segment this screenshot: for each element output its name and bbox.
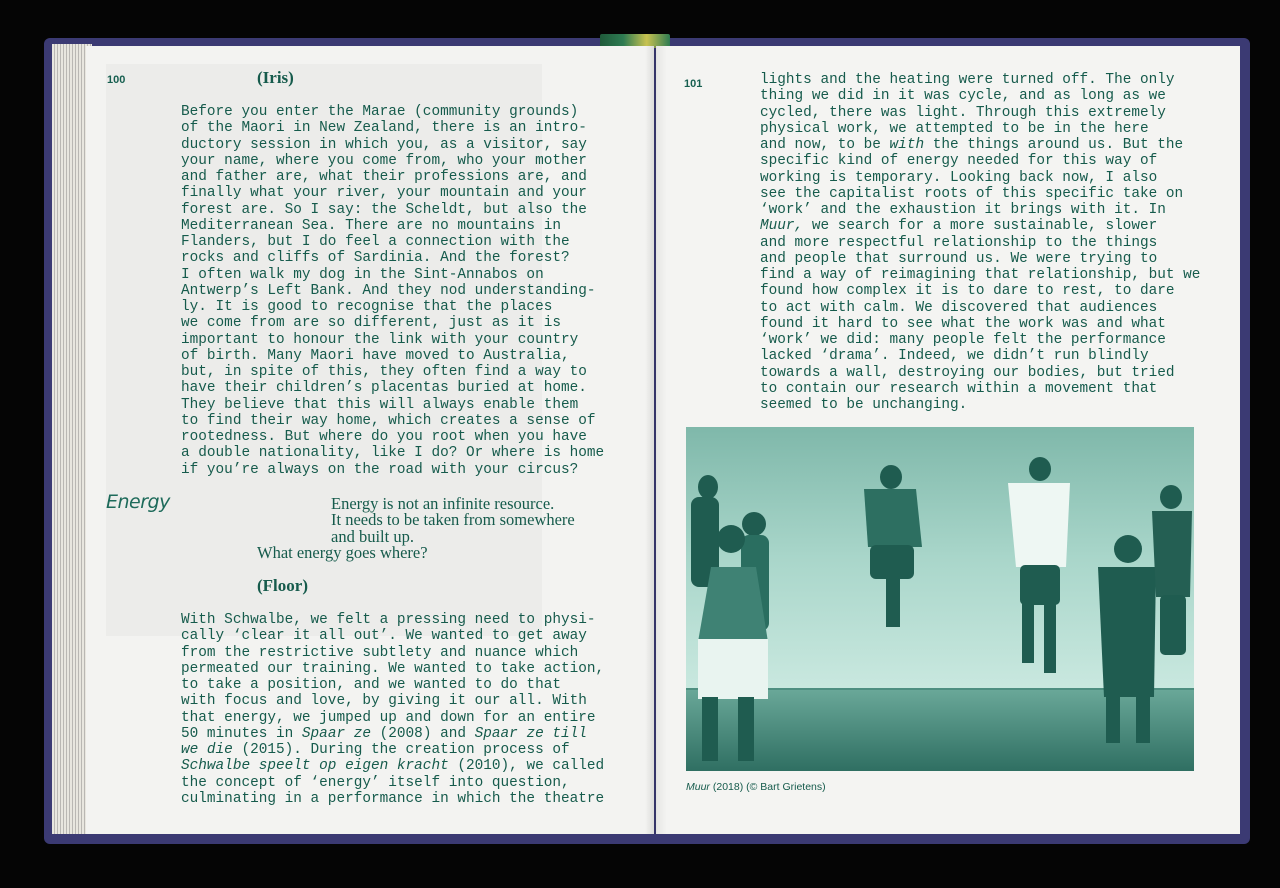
text-line: ‘work’ we did: many people felt the performance	[760, 332, 1166, 348]
right-paragraph	[760, 72, 1200, 413]
text-line: to find their way home, which creates a sense of	[181, 412, 596, 429]
text-line: physical work, we attempted to be in the here	[760, 120, 1149, 137]
text-line: and people that surround us. We were trying to	[760, 250, 1158, 267]
text-line: Flanders, but I do feel a connection with the	[181, 234, 570, 250]
text-line: lacked ‘drama’. Indeed, we didn’t run blindly	[760, 348, 1149, 365]
text-line: working is temporary. Looking back now, I also	[760, 169, 1158, 186]
text-line: Before you enter the Marae (community grounds)	[181, 104, 579, 120]
text-line: and now, to be with the things around us. But the	[760, 137, 1184, 153]
text-line: and father are, what their professions are, and	[181, 169, 587, 185]
text-line: seemed to be unchanging.	[760, 397, 968, 413]
text-line: They believe that this will always enable them	[181, 396, 579, 413]
energy-question: What energy goes where?	[257, 543, 428, 562]
text-line: to contain our research within a movement that	[760, 380, 1158, 397]
right-page-number: 101	[684, 78, 703, 90]
text-line: to take a position, and we wanted to do that	[181, 677, 561, 693]
text-line: the concept of ‘energy’ itself into question,	[181, 774, 570, 791]
text-line: found it hard to see what the work was and what	[760, 315, 1166, 332]
energy-quote	[331, 496, 575, 545]
text-line: to act with calm. We discovered that audiences	[760, 299, 1158, 316]
text-line: rootedness. But where do you root when you have	[181, 429, 587, 445]
text-line: Muur, we search for a more sustainable, slower	[760, 218, 1158, 235]
text-line: if you’re always on the road with your circus?	[181, 461, 579, 478]
text-line: that energy, we jumped up and down for an entire	[181, 709, 596, 726]
text-line: see the capitalist roots of this specific take on	[760, 185, 1184, 202]
quote-line: and built up.	[331, 526, 414, 546]
text-line: cally ‘clear it all out’. We wanted to get away	[181, 628, 587, 645]
performance-photo	[686, 427, 1194, 771]
text-line: but, in spite of this, they often find a way to	[181, 364, 587, 380]
text-line: forest are. So I say: the Scheldt, but also the	[181, 201, 587, 218]
heading-floor: (Floor)	[257, 576, 308, 595]
text-line: permeated our training. We wanted to take action,	[181, 660, 605, 677]
text-line: With Schwalbe, we felt a pressing need to physi-	[181, 612, 596, 628]
text-line: rocks and cliffs of Sardinia. And the forest?	[181, 250, 570, 267]
text-line: we come from are so different, just as it is	[181, 315, 561, 332]
text-line: finally what your river, your mountain and your	[181, 185, 587, 202]
text-line: with focus and love, by giving it our all. With	[181, 693, 587, 710]
text-line: lights and the heating were turned off. The only	[760, 72, 1175, 88]
caption-credit: (2018) (© Bart Grietens)	[709, 781, 826, 793]
text-line: of the Maori in New Zealand, there is an intro-	[181, 120, 587, 137]
text-line: of birth. Many Maori have moved to Australia,	[181, 347, 570, 364]
text-line: culminating in a performance in which the theatre	[181, 790, 605, 807]
text-line: a double nationality, like I do? Or where is home	[181, 445, 605, 462]
text-line: Schwalbe speelt op eigen kracht (2010), we called	[181, 758, 605, 775]
marginal-label-energy: Energy	[106, 491, 170, 513]
text-line: Antwerp’s Left Bank. And they nod understanding-	[181, 282, 596, 299]
quote-line: It needs to be taken from somewhere	[331, 510, 575, 530]
text-line: cycled, there was light. Through this extremely	[760, 104, 1166, 121]
quote-line: Energy is not an infinite resource.	[331, 494, 555, 513]
text-line: ductory session in which you, as a visitor, say	[181, 136, 587, 153]
text-line: specific kind of energy needed for this way of	[760, 153, 1158, 170]
caption-title: Muur	[686, 781, 710, 793]
page-gutter	[645, 46, 667, 834]
text-line: ly. It is good to recognise that the places	[181, 299, 553, 315]
text-line: towards a wall, destroying our bodies, but tried	[760, 364, 1175, 381]
text-line: and more respectful relationship to the things	[760, 234, 1158, 251]
text-line: 50 minutes in Spaar ze (2008) and Spaar ze till	[181, 725, 587, 742]
text-line: thing we did in it was cycle, and as long as we	[760, 88, 1166, 105]
text-line: we die (2015). During the creation process of	[181, 742, 570, 758]
floor-paragraph	[181, 612, 604, 807]
iris-paragraph	[181, 104, 604, 478]
heading-iris: (Iris)	[257, 68, 294, 87]
text-line: Mediterranean Sea. There are no mountains in	[181, 217, 561, 234]
text-line: find a way of reimagining that relationship, but we	[760, 267, 1201, 283]
text-line: have their children’s placentas buried at home.	[181, 380, 587, 397]
text-line: found how complex it is to dare to rest, to dare	[760, 283, 1175, 300]
text-line: from the restrictive subtlety and nuance which	[181, 644, 579, 661]
text-line: ‘work’ and the exhaustion it brings with it. In	[760, 202, 1166, 218]
photo-caption	[686, 781, 826, 793]
text-line: I often walk my dog in the Sint-Annabos on	[181, 266, 544, 283]
text-line: your name, where you come from, who your mother	[181, 152, 587, 169]
left-page-number: 100	[107, 74, 126, 86]
text-line: important to honour the link with your country	[181, 331, 579, 348]
